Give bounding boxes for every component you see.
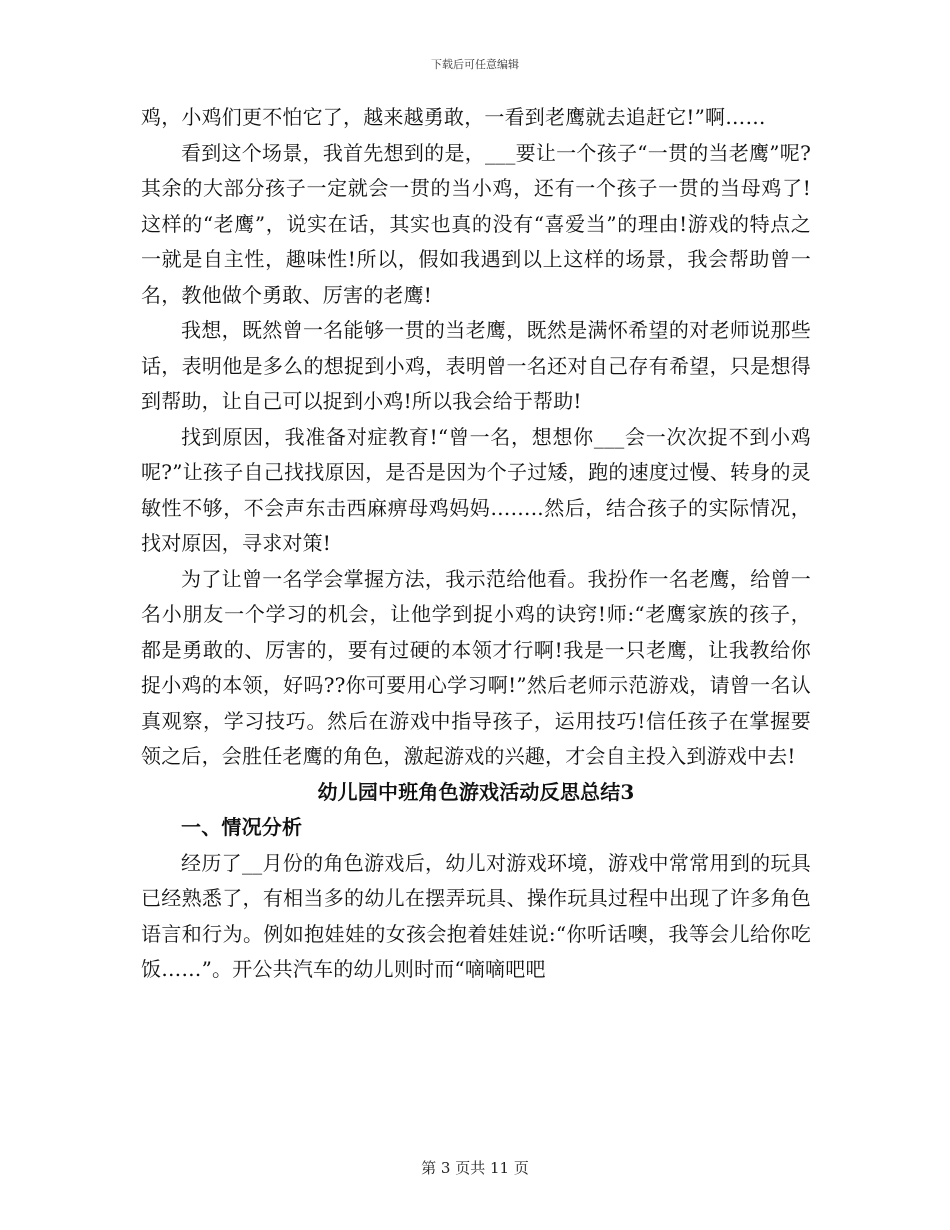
section-title: 幼儿园中班角色游戏活动反思总结3	[317, 779, 635, 804]
paragraph-6: 经历了__月份的角色游戏后，幼儿对游戏环境，游戏中常常用到的玩具已经熟悉了，有相当多的幼儿在摆弄玩具、操作玩具过程中出现了许多角色语言和行为。例如抱娃娃的女孩会抱着娃娃说:“你听话噢，我等会儿给你吃饭……”。开公共汽车的幼儿则时而“嘀嘀吧吧	[141, 850, 811, 981]
page-header: 下载后可任意编辑	[431, 58, 519, 71]
paragraph-4: 找到原因，我准备对症教育!“曾一名，想想你___会一次次捉不到小鸡呢?”让孩子自己找找原因，是否是因为个子过矮，跑的速度过慢、转身的灵敏性不够，不会声东击西麻痹母鸡妈妈……..然后，结合孩子的实际情况，找对原因，寻求对策!	[141, 424, 811, 555]
paragraph-1: 鸡，小鸡们更不怕它了，越来越勇敢，一看到老鹰就去追赶它!”啊……	[141, 105, 766, 129]
page-footer: 第 3 页共 11 页	[421, 1159, 529, 1177]
paragraph-3: 我想，既然曾一名能够一贯的当老鹰，既然是满怀希望的对老师说那些话，表明他是多么的想捉到小鸡，表明曾一名还对自己存有希望，只是想得到帮助，让自己可以捉到小鸡!所以我会给于帮助!	[141, 318, 811, 413]
document-body	[141, 100, 811, 988]
paragraph-2: 看到这个场景，我首先想到的是，___要让一个孩子“一贯的当老鹰”呢?其余的大部分孩子一定就会一贯的当小鸡，还有一个孩子一贯的当母鸡了!这样的“老鹰”，说实在话，其实也真的没有“喜爱当”的理由!游戏的特点之一就是自主性，趣味性!所以，假如我遇到以上这样的场景，我会帮助曾一名，教他做个勇敢、厉害的老鹰!	[141, 140, 811, 307]
section-heading: 一、情况分析	[181, 815, 303, 839]
paragraph-5: 为了让曾一名学会掌握方法，我示范给他看。我扮作一名老鹰，给曾一名小朋友一个学习的机会，让他学到捉小鸡的诀窍!师:“老鹰家族的孩子，都是勇敢的、厉害的，要有过硬的本领才行啊!我是一只老鹰，让我教给你捉小鸡的本领，好吗??你可要用心学习啊!”然后老师示范游戏，请曾一名认真观察，学习技巧。然后在游戏中指导孩子，运用技巧!信任孩子在掌握要领之后，会胜任老鹰的角色，激起游戏的兴趣，才会自主投入到游戏中去!	[141, 566, 811, 768]
